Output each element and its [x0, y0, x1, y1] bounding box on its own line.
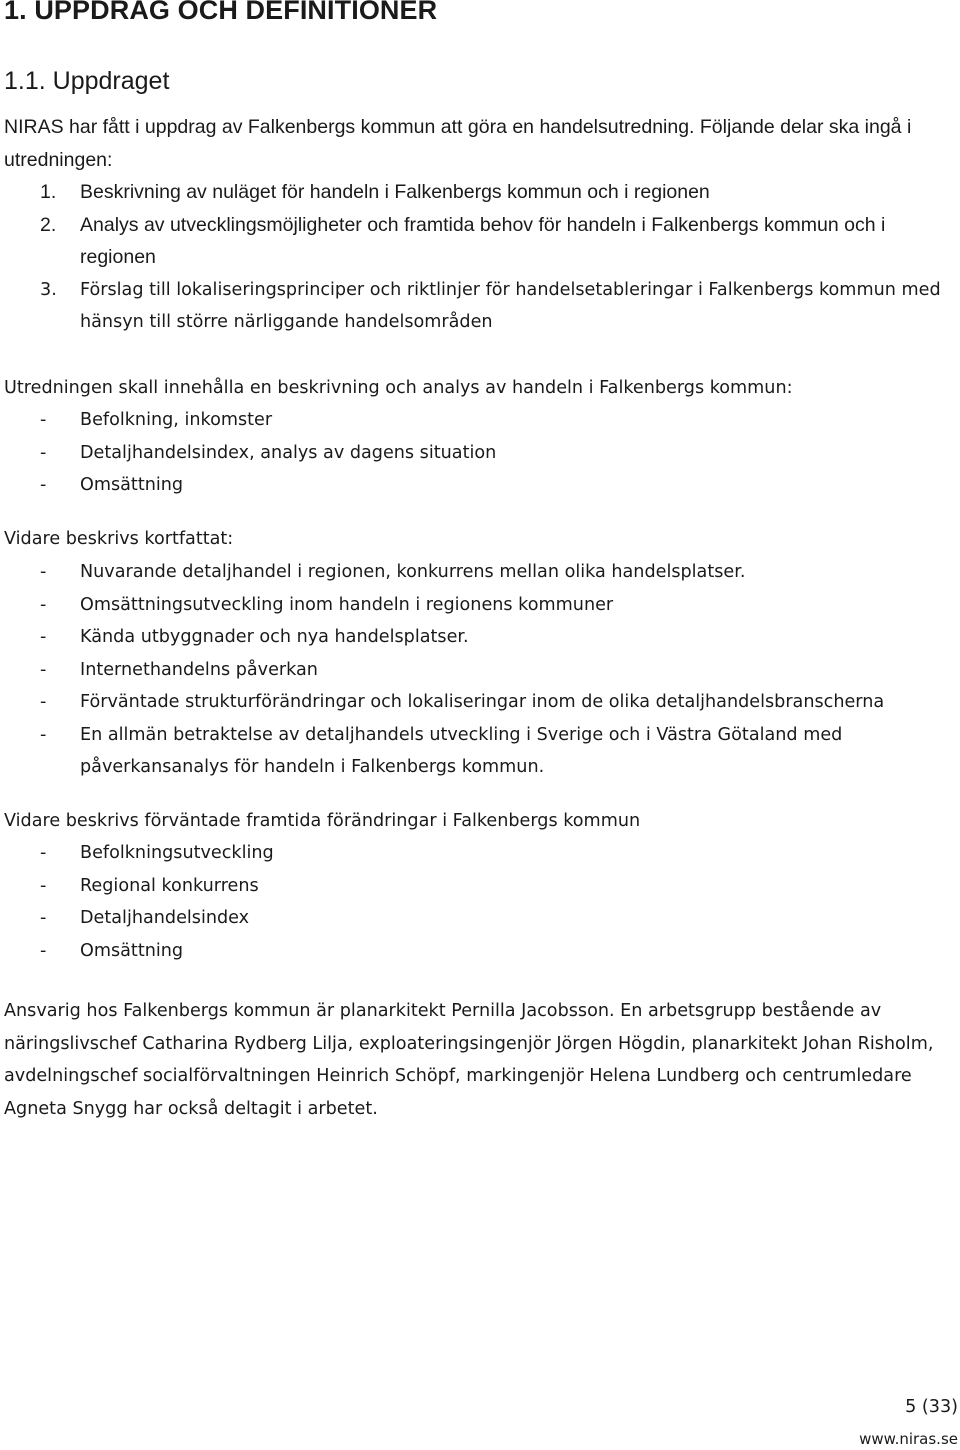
item-text: Förslag till lokaliseringsprinciper och riktlinjer för handelsetableringar i Falkenbergs kommun med hänsyn till större närliggande handelsområden [80, 279, 941, 332]
list-item [40, 556, 955, 589]
list-item [40, 437, 955, 470]
item-text: Internethandelns påverkan [80, 659, 318, 680]
dash-marker: - [40, 940, 47, 961]
item-text: Befolkning, inkomster [80, 410, 273, 430]
closing-paragraph: Ansvarig hos Falkenbergs kommun är planarkitekt Pernilla Jacobsson. En arbetsgrupp bestående av näringslivschef Catharina Rydberg Lilja, exploateringsingenjör Jörgen Högdin, planarkitekt Johan Risholm, avdelningschef socialförvaltningen Heinrich Schöpf, markingenjör Helena Lundberg och centrumledare Agneta Snygg har också deltagit i arbetet. [4, 1001, 934, 1119]
item-text: Omsättning [80, 475, 184, 495]
item-text: Detaljhandelsindex, analys av dagens situation [80, 442, 497, 463]
section-c-lead: Vidare beskrivs förväntade framtida förändringar i Falkenbergs kommun [4, 811, 641, 831]
item-text: Förväntade strukturförändringar och lokaliseringar inom de olika detaljhandelsbranscherna [80, 692, 885, 712]
dash-marker: - [40, 908, 47, 928]
dash-marker: - [40, 875, 47, 896]
numbered-item [40, 209, 960, 274]
item-number: 3. [40, 279, 57, 300]
item-text: Nuvarande detaljhandel i regionen, konkurrens mellan olika handelsplatser. [80, 562, 746, 582]
dash-marker: - [40, 562, 47, 582]
list-item [40, 621, 955, 654]
numbered-list [40, 176, 960, 339]
numbered-item [40, 176, 960, 209]
item-text: Omsättningsutveckling inom handeln i regionens kommuner [80, 594, 614, 615]
list-item [40, 404, 955, 437]
list-item [40, 469, 955, 502]
list-item [40, 935, 955, 968]
dash-marker: - [40, 627, 47, 647]
item-number: 1. [40, 181, 57, 203]
list-item [40, 654, 955, 687]
dash-marker: - [40, 843, 47, 863]
section-b-lead: Vidare beskrivs kortfattat: [4, 529, 234, 549]
section-heading: 1. UPPDRAG OCH DEFINITIONER [4, 0, 438, 25]
section-c-list [40, 837, 955, 967]
page-number: 5 (33) [905, 1397, 958, 1417]
item-text: Regional konkurrens [80, 875, 259, 896]
item-text: Omsättning [80, 940, 184, 961]
item-text: Analys av utvecklingsmöjligheter och framtida behov för handeln i Falkenbergs kommun och i regionen [80, 213, 886, 268]
item-text: Kända utbyggnader och nya handelsplatser. [80, 627, 469, 647]
section-b-list [40, 556, 955, 784]
item-text: Befolkningsutveckling [80, 843, 274, 863]
dash-marker: - [40, 442, 47, 463]
list-item [40, 719, 955, 784]
item-text: Detaljhandelsindex [80, 908, 250, 928]
list-item [40, 686, 955, 719]
dash-marker: - [40, 410, 47, 430]
dash-marker: - [40, 594, 47, 615]
section-a-lead: Utredningen skall innehålla en beskrivning och analys av handeln i Falkenbergs kommun: [4, 378, 793, 398]
dash-marker: - [40, 475, 47, 495]
subsection-heading: 1.1. Uppdraget [4, 67, 170, 95]
footer-url: www.niras.se [859, 1430, 958, 1448]
numbered-item [40, 274, 960, 339]
item-text: En allmän betraktelse av detaljhandels utveckling i Sverige och i Västra Götaland med påverkansanalys för handeln i Falkenbergs kommun. [80, 724, 843, 777]
item-text: Beskrivning av nuläget för handeln i Falkenbergs kommun och i regionen [80, 181, 710, 203]
list-item [40, 870, 955, 903]
section-a-list [40, 404, 955, 502]
list-item [40, 837, 955, 870]
list-item [40, 589, 955, 622]
item-number: 2. [40, 213, 57, 236]
intro-paragraph: NIRAS har fått i uppdrag av Falkenbergs kommun att göra en handelsutredning. Följande delar ska ingå i utredningen: [4, 116, 912, 171]
dash-marker: - [40, 724, 47, 745]
dash-marker: - [40, 692, 47, 712]
list-item [40, 902, 955, 935]
dash-marker: - [40, 659, 47, 680]
